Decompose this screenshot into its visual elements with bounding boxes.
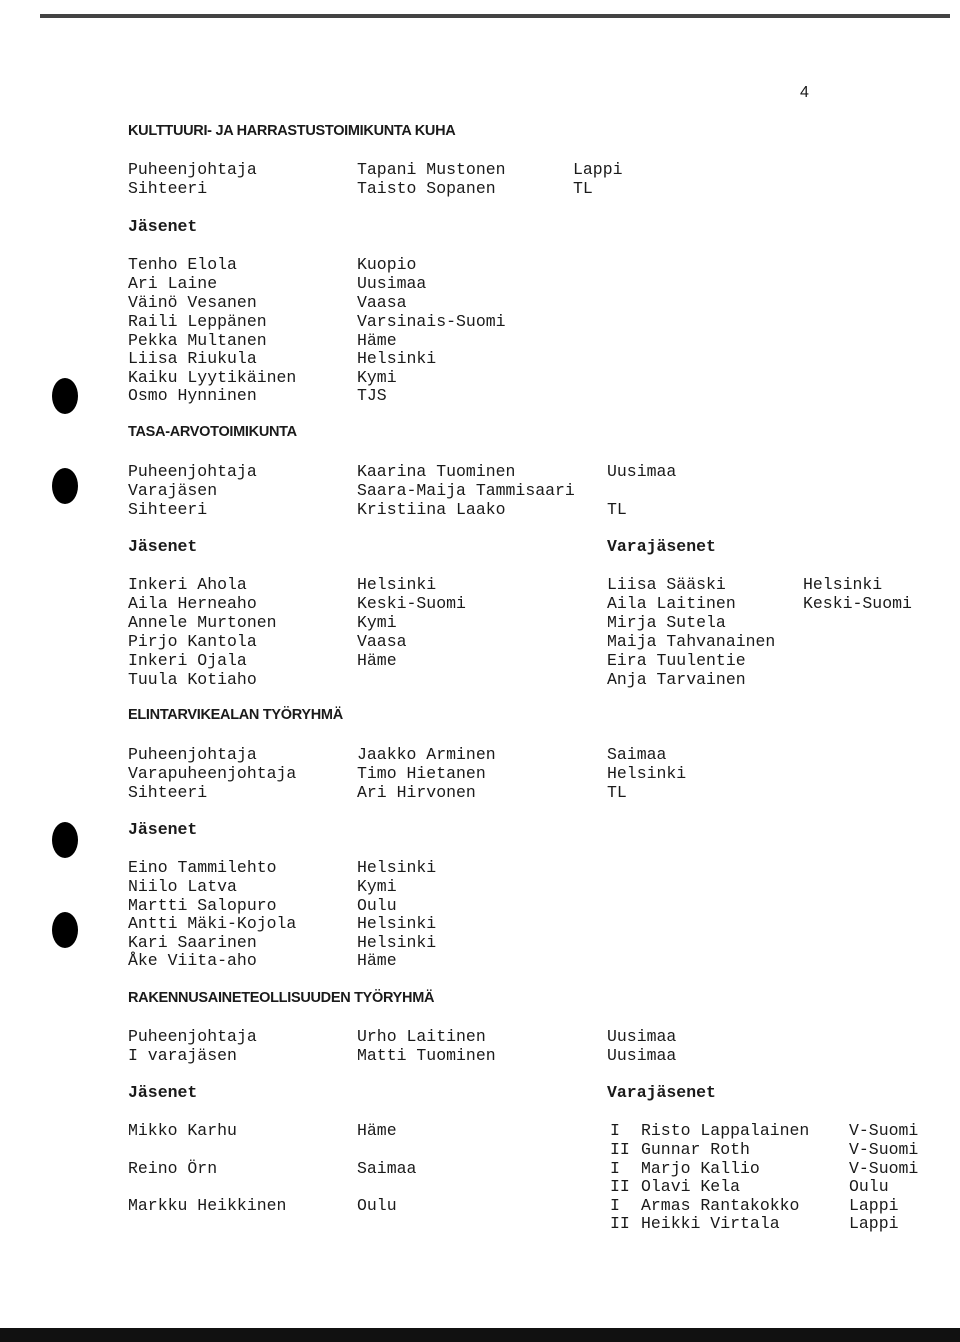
member-name: Tuula Kotiaho — [128, 670, 257, 689]
punch-hole — [52, 378, 78, 414]
section-title: ELINTARVIKEALAN TYÖRYHMÄ — [128, 707, 343, 723]
officer-role: Sihteeri — [128, 179, 208, 198]
member-region: Oulu — [357, 1196, 397, 1215]
scan-edge-bottom — [0, 1328, 960, 1342]
member-name: Martti Salopuro — [128, 896, 277, 915]
punch-hole — [52, 822, 78, 858]
member-region: Helsinki — [357, 933, 437, 952]
deputy-name: Maija Tahvanainen — [607, 632, 776, 651]
member-region: Kuopio — [357, 255, 417, 274]
deputy-region: V-Suomi — [849, 1121, 919, 1140]
deputies-heading: Varajäsenet — [607, 537, 716, 556]
deputy-name: Eira Tuulentie — [607, 651, 746, 670]
member-name: Mikko Karhu — [128, 1121, 237, 1140]
member-name: Kaiku Lyytikäinen — [128, 368, 297, 387]
officer-region: Uusimaa — [607, 1046, 677, 1065]
officer-role: Puheenjohtaja — [128, 745, 257, 764]
member-name: Inkeri Ahola — [128, 575, 247, 594]
member-region: TJS — [357, 386, 387, 405]
member-region: Vaasa — [357, 632, 407, 651]
officer-region: Uusimaa — [607, 462, 677, 481]
deputy-region: Helsinki — [803, 575, 883, 594]
member-region: Saimaa — [357, 1159, 417, 1178]
member-region: Helsinki — [357, 349, 437, 368]
member-region: Kymi — [357, 368, 397, 387]
member-region: Vaasa — [357, 293, 407, 312]
deputy-region: Lappi — [849, 1214, 899, 1233]
deputy-name: Heikki Virtala — [641, 1214, 780, 1233]
officer-role: Varapuheenjohtaja — [128, 764, 297, 783]
member-region: Helsinki — [357, 914, 437, 933]
officer-name: Timo Hietanen — [357, 764, 486, 783]
deputy-ordinal: II — [610, 1214, 630, 1233]
member-region: Häme — [357, 651, 397, 670]
members-heading: Jäsenet — [128, 217, 198, 236]
section-title: TASA-ARVOTOIMIKUNTA — [128, 424, 297, 440]
member-region: Häme — [357, 331, 397, 350]
officer-role: Varajäsen — [128, 481, 218, 500]
member-region: Kymi — [357, 613, 397, 632]
deputy-name: Anja Tarvainen — [607, 670, 746, 689]
deputy-name: Mirja Sutela — [607, 613, 726, 632]
member-name: Aila Herneaho — [128, 594, 257, 613]
officer-name: Kristiina Laako — [357, 500, 506, 519]
member-name: Annele Murtonen — [128, 613, 277, 632]
officer-region: Lappi — [573, 160, 623, 179]
punch-hole — [52, 912, 78, 948]
member-region: Helsinki — [357, 575, 437, 594]
member-name: Tenho Elola — [128, 255, 237, 274]
deputy-name: Aila Laitinen — [607, 594, 736, 613]
officer-name: Urho Laitinen — [357, 1027, 486, 1046]
punch-hole — [52, 468, 78, 504]
member-name: Pirjo Kantola — [128, 632, 257, 651]
deputy-ordinal: I — [610, 1121, 620, 1140]
deputy-region: V-Suomi — [849, 1159, 919, 1178]
deputy-name: Olavi Kela — [641, 1177, 741, 1196]
deputy-name: Liisa Sääski — [607, 575, 726, 594]
officer-name: Ari Hirvonen — [357, 783, 476, 802]
member-region: Kymi — [357, 877, 397, 896]
member-name: Eino Tammilehto — [128, 858, 277, 877]
scan-edge-top — [40, 14, 950, 18]
officer-role: Puheenjohtaja — [128, 462, 257, 481]
deputy-ordinal: II — [610, 1177, 630, 1196]
deputy-name: Gunnar Roth — [641, 1140, 750, 1159]
officer-role: I varajäsen — [128, 1046, 237, 1065]
member-name: Niilo Latva — [128, 877, 237, 896]
deputy-name: Risto Lappalainen — [641, 1121, 810, 1140]
members-heading: Jäsenet — [128, 537, 198, 556]
member-region: Uusimaa — [357, 274, 427, 293]
deputy-ordinal: I — [610, 1159, 620, 1178]
members-heading: Jäsenet — [128, 820, 198, 839]
deputy-region: Oulu — [849, 1177, 889, 1196]
officer-region: TL — [607, 783, 627, 802]
member-name: Ari Laine — [128, 274, 218, 293]
member-name: Markku Heikkinen — [128, 1196, 287, 1215]
member-region: Keski-Suomi — [357, 594, 466, 613]
officer-role: Puheenjohtaja — [128, 1027, 257, 1046]
officer-region: TL — [573, 179, 593, 198]
member-region: Helsinki — [357, 858, 437, 877]
deputy-ordinal: II — [610, 1140, 630, 1159]
deputies-heading: Varajäsenet — [607, 1083, 716, 1102]
officer-name: Tapani Mustonen — [357, 160, 506, 179]
member-region: Häme — [357, 1121, 397, 1140]
member-name: Raili Leppänen — [128, 312, 267, 331]
officer-name: Taisto Sopanen — [357, 179, 496, 198]
member-name: Osmo Hynninen — [128, 386, 257, 405]
members-heading: Jäsenet — [128, 1083, 198, 1102]
section-title: KULTTUURI- JA HARRASTUSTOIMIKUNTA KUHA — [128, 123, 456, 139]
deputy-region: V-Suomi — [849, 1140, 919, 1159]
member-name: Antti Mäki-Kojola — [128, 914, 297, 933]
deputy-name: Armas Rantakokko — [641, 1196, 800, 1215]
member-name: Åke Viita-aho — [128, 951, 257, 970]
officer-region: Helsinki — [607, 764, 687, 783]
officer-role: Sihteeri — [128, 500, 208, 519]
section-title: RAKENNUSAINETEOLLISUUDEN TYÖRYHMÄ — [128, 990, 435, 1006]
member-region: Häme — [357, 951, 397, 970]
deputy-region: Lappi — [849, 1196, 899, 1215]
member-region: Varsinais-Suomi — [357, 312, 506, 331]
officer-role: Puheenjohtaja — [128, 160, 257, 179]
deputy-name: Marjo Kallio — [641, 1159, 760, 1178]
officer-region: Uusimaa — [607, 1027, 677, 1046]
officer-name: Jaakko Arminen — [357, 745, 496, 764]
member-name: Liisa Riukula — [128, 349, 257, 368]
officer-name: Saara-Maija Tammisaari — [357, 481, 575, 500]
officer-region: Saimaa — [607, 745, 667, 764]
deputy-region: Keski-Suomi — [803, 594, 912, 613]
officer-name: Matti Tuominen — [357, 1046, 496, 1065]
page-number: 4 — [800, 84, 809, 101]
member-name: Väinö Vesanen — [128, 293, 257, 312]
officer-role: Sihteeri — [128, 783, 208, 802]
officer-region: TL — [607, 500, 627, 519]
officer-name: Kaarina Tuominen — [357, 462, 516, 481]
member-name: Reino Örn — [128, 1159, 218, 1178]
member-name: Inkeri Ojala — [128, 651, 247, 670]
member-name: Pekka Multanen — [128, 331, 267, 350]
deputy-ordinal: I — [610, 1196, 620, 1215]
member-name: Kari Saarinen — [128, 933, 257, 952]
member-region: Oulu — [357, 896, 397, 915]
